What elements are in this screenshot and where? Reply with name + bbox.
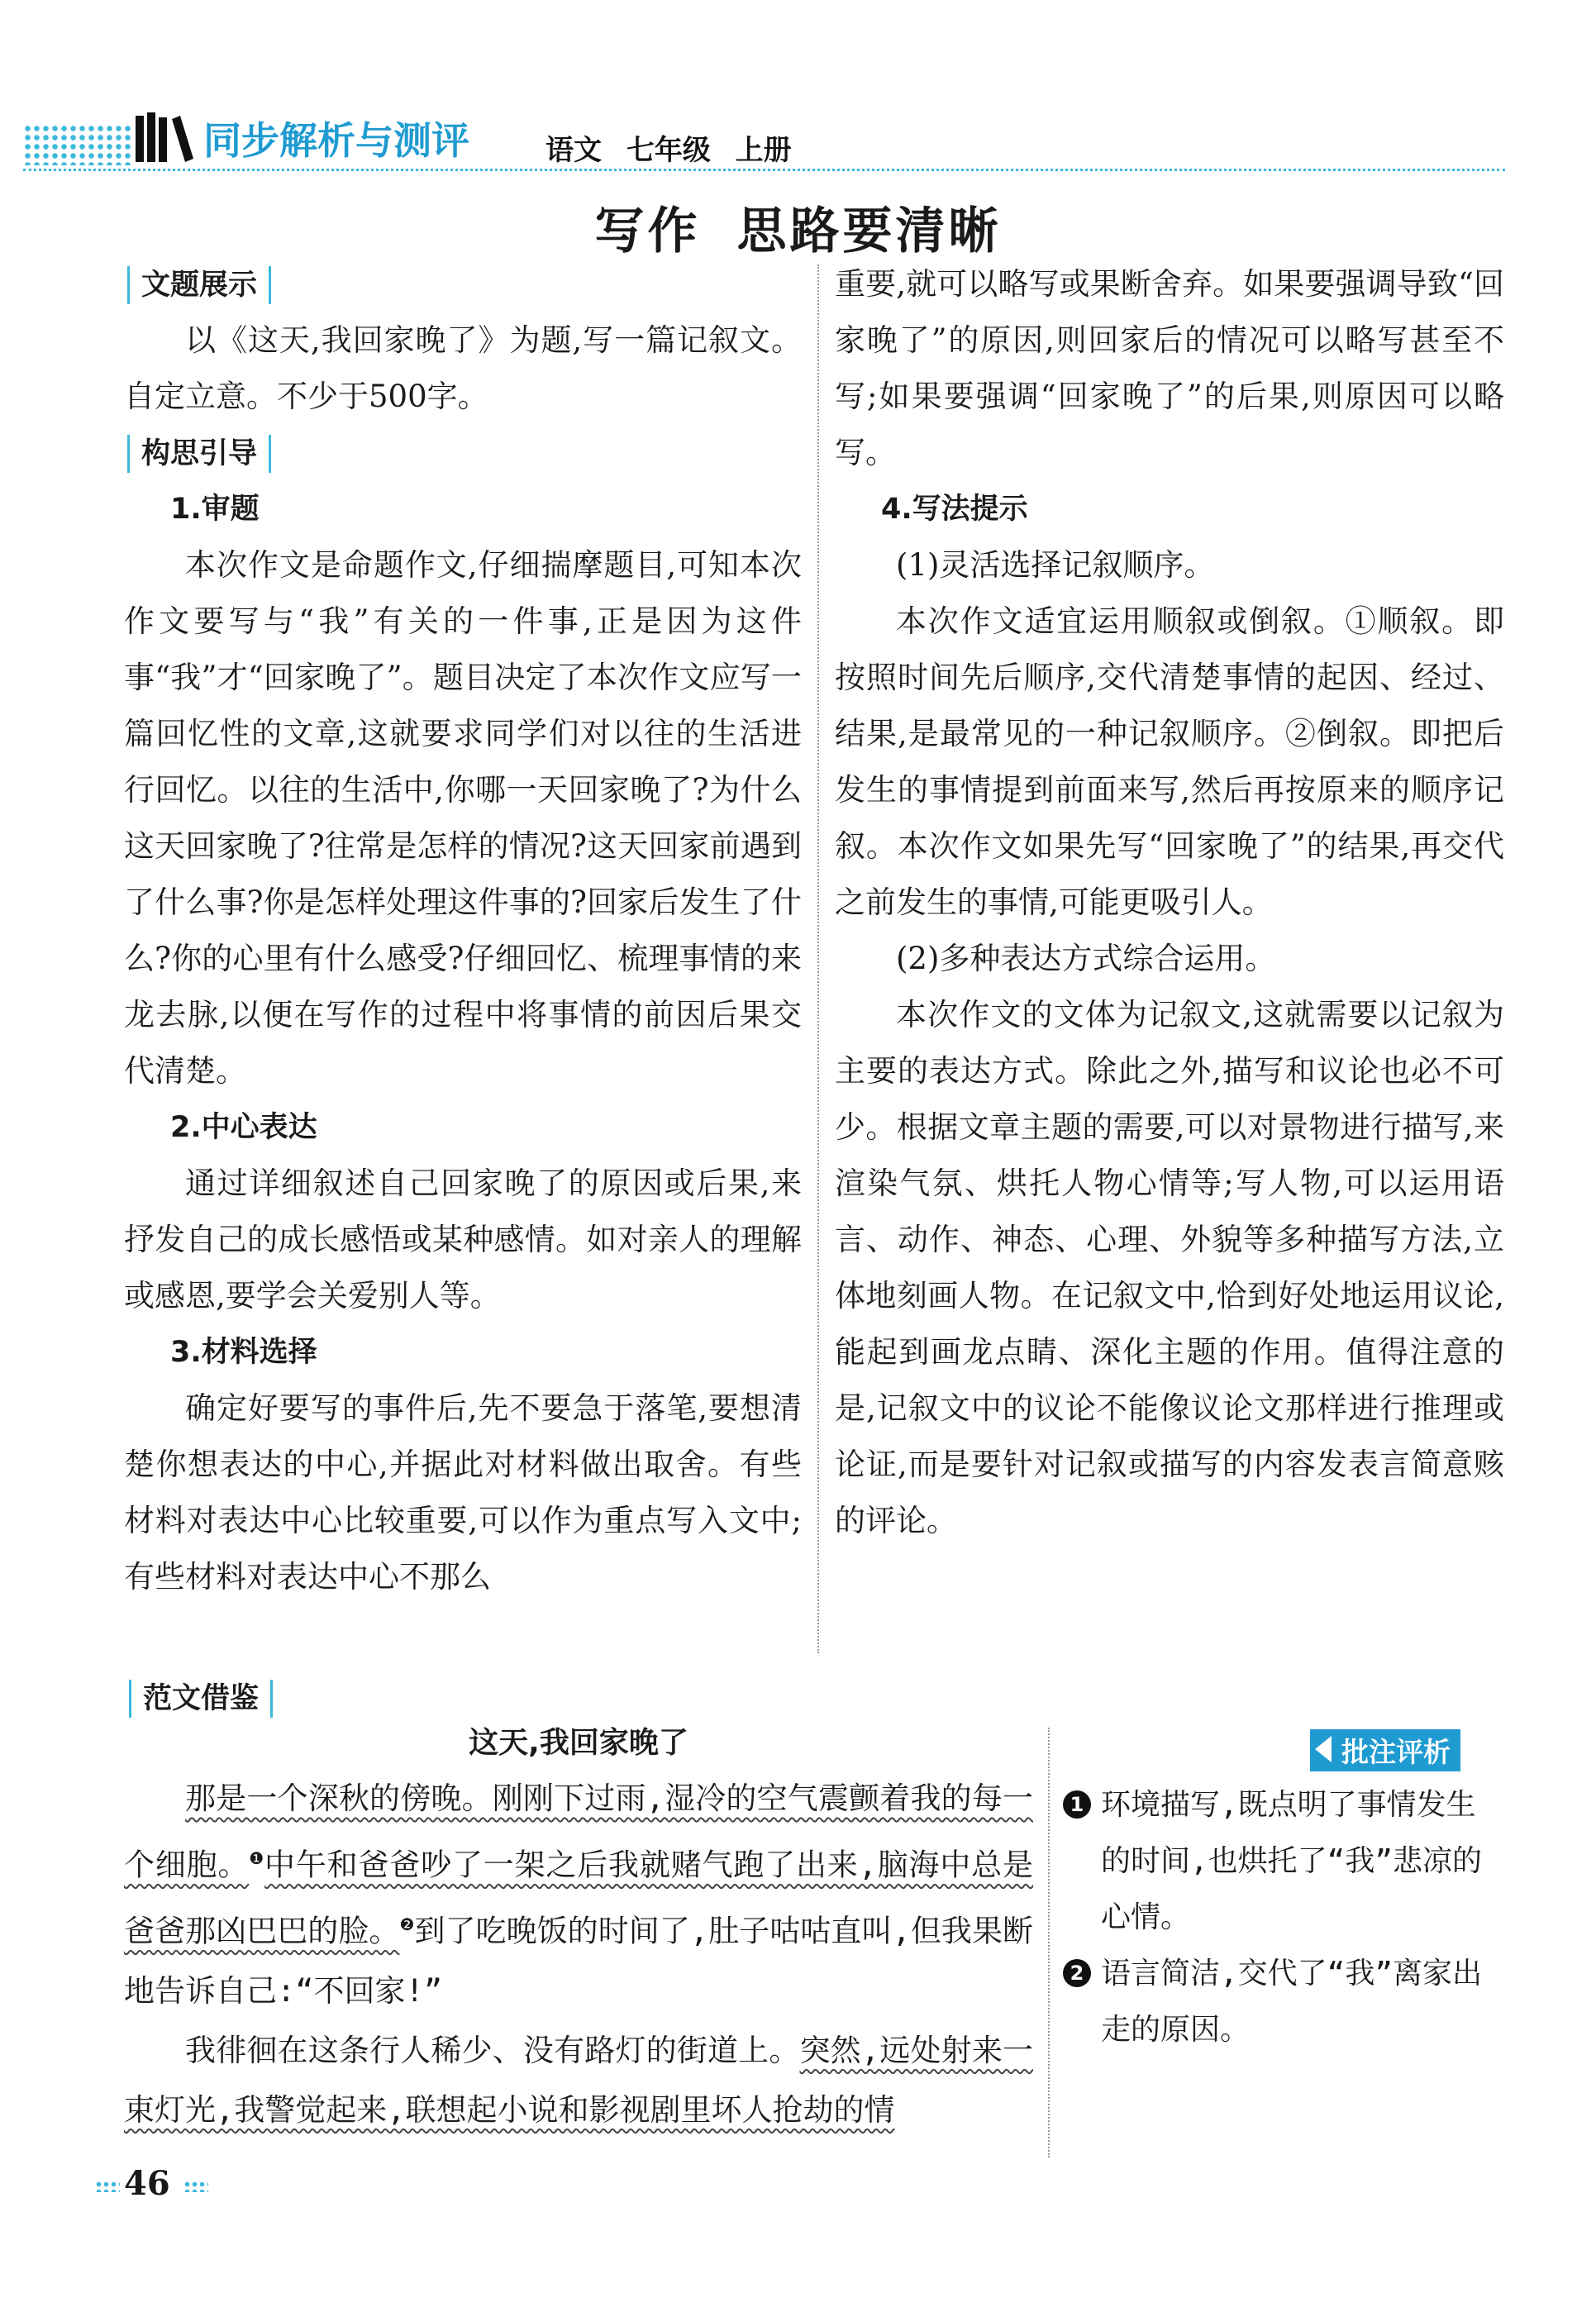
- essay-title: 这天,我回家晚了: [469, 1726, 688, 1760]
- note-text-1: 环境描写,既点明了事情发生的时间,也烘托了“我”悲凉的心情。: [1101, 1788, 1483, 1934]
- heading-1: 1.审题: [170, 493, 260, 526]
- notes-header: [1310, 1729, 1460, 1771]
- section-label-sample: 范文借鉴: [129, 1680, 273, 1718]
- paragraph-4: 本次作文适宜运用顺叙或倒叙。①顺叙。即按照时间先后顺序,交代清楚事情的起因、经过、结果,是最常见的一种记叙顺序。②倒叙。即把后发生的事情提到前面来写,然后再按原来的顺序记叙。本次作文如果先写“回家晚了”的结果,再交代之前发生的事情,可能更吸引人。: [835, 603, 1504, 920]
- page-title: [0, 192, 1596, 263]
- right-column: [835, 256, 1504, 1549]
- heading-3: 3.材料选择: [170, 1336, 317, 1369]
- paragraph-3-cont: 重要,就可以略写或果断舍弃。如果要强调导致“回家晚了”的原因,则回家后的情况可以略写甚至不写;如果要强调“回家晚了”的后果,则原因可以略写。: [835, 266, 1504, 470]
- note-marker-1: ❶: [249, 1848, 265, 1868]
- essay-paragraph-1: [124, 1769, 1033, 2021]
- books-logo-icon: [132, 109, 198, 164]
- subject-grade: 语文 七年级 上册: [545, 134, 792, 167]
- essay-text-1c: 到了吃晚饭的时间了,肚子咕咕直叫,但我果断地告诉自己:“不回家!”: [124, 1913, 1033, 2009]
- header-dots: [23, 124, 131, 165]
- subheading-2: (2)多种表达方式综合运用。: [896, 941, 1276, 976]
- page-dots-right: [183, 2181, 208, 2192]
- left-column: [124, 256, 802, 1605]
- prompt-text: 以《这天,我回家晚了》为题,写一篇记叙文。自定立意。不少于500字。: [124, 322, 802, 414]
- annotated-text-3: 突然,远处射来一束灯光,我警觉起来,联想起小说和影视剧里坏人抢劫的情: [124, 2032, 1033, 2128]
- notes-header-label: 批注评析: [1341, 1736, 1451, 1768]
- section-label-guide: 构思引导: [127, 435, 271, 473]
- note-item-2: [1063, 1946, 1501, 2058]
- page-number: 46: [124, 2164, 170, 2203]
- note-text-2: 语言简洁,交代了“我”离家出走的原因。: [1101, 1957, 1483, 2047]
- series-title: 同步解析与测评: [203, 118, 469, 163]
- annotated-text-2: 中午和爸爸吵了一架之后我就赌气跑了出来,脑海中总是爸爸那凶巴巴的脸。: [124, 1847, 1033, 1949]
- essay-section: [126, 1670, 273, 1726]
- annotated-text-1: 那是一个深秋的傍晚。刚刚下过雨,湿冷的空气震颤着我的每一个细胞。: [124, 1781, 1033, 1883]
- note-marker-2: ❷: [399, 1914, 415, 1935]
- paragraph-3: 确定好要写的事件后,先不要急于落笔,要想清楚你想表达的中心,并据此对材料做出取舍。有些材料对表达中心比较重要,可以作为重点写入文中;有些材料对表达中心不那么: [124, 1390, 802, 1595]
- paragraph-1: 本次作文是命题作文,仔细揣摩题目,可知本次作文要写与“我”有关的一件事,正是因为这件事“我”才“回家晚了”。题目决定了本次作文应写一篇回忆性的文章,这就要求同学们对以往的生活进行回忆。以往的生活中,你哪一天回家晚了?为什么这天回家晚了?往常是怎样的情况?这天回家前遇到了什么事?你是怎样处理这件事的?回家后发生了什么?你的心里有什么感受?仔细回忆、梳理事情的来龙去脉,以便在写作的过程中将事情的前因后果交代清楚。: [124, 547, 802, 1089]
- section-label-prompt: 文题展示: [127, 266, 271, 304]
- heading-2: 2.中心表达: [170, 1111, 317, 1144]
- essay-text-2a: 我徘徊在这条行人稀少、没有路灯的街道上。: [185, 2032, 800, 2068]
- paragraph-2: 通过详细叙述自己回家晚了的原因或后果,来抒发自己的成长感悟或某种感情。如对亲人的理解或感恩,要学会关爱别人等。: [124, 1166, 802, 1313]
- notes-panel: [1063, 1777, 1501, 2058]
- title-part2: 思路要清晰: [736, 203, 1002, 260]
- page-dots-left: [95, 2181, 120, 2192]
- arrow-left-icon: [1315, 1736, 1332, 1762]
- note-number-2: 2: [1063, 1959, 1091, 1987]
- essay-body: [124, 1769, 1033, 2140]
- note-item-1: [1063, 1777, 1501, 1946]
- column-divider: [817, 265, 819, 1653]
- header-rule: [23, 169, 1505, 171]
- heading-4: 4.写法提示: [881, 493, 1028, 526]
- paragraph-5: 本次作文的文体为记叙文,这就需要以记叙为主要的表达方式。除此之外,描写和议论也必不可少。根据文章主题的需要,可以对景物进行描写,来渲染气氛、烘托人物心情等;写人物,可以运用语言、动作、神态、心理、外貌等多种描写方法,立体地刻画人物。在记叙文中,恰到好处地运用议论,能起到画龙点睛、深化主题的作用。值得注意的是,记叙文中的议论不能像议论文那样进行推理或论证,而是要针对记叙或描写的内容发表言简意赅的评论。: [835, 997, 1504, 1538]
- note-number-1: 1: [1063, 1790, 1091, 1819]
- subheading-1: (1)灵活选择记叙顺序。: [896, 547, 1215, 583]
- essay-paragraph-2: [124, 2021, 1033, 2140]
- title-part1: 写作: [594, 203, 701, 260]
- notes-divider: [1048, 1728, 1050, 2157]
